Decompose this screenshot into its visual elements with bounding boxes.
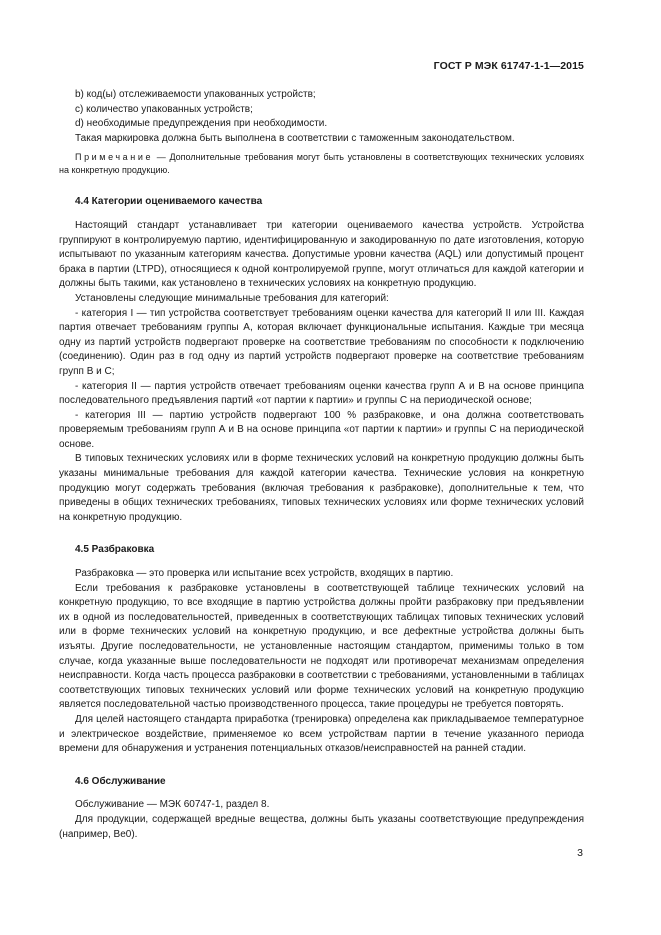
document-header: ГОСТ Р МЭК 61747-1-1—2015	[433, 60, 584, 72]
page-number: 3	[577, 847, 583, 859]
note	[59, 151, 584, 177]
note-dash: —	[153, 152, 170, 163]
section-heading-4-6: 4.6 Обслуживание	[75, 775, 166, 787]
paragraph: В типовых технических условиях или в форме технических условий на конкретную продукцию должны быть указаны минимальные требования для каждой категории качества. Технические условия на конкретную продукцию могут содержать требования (включая требования к разбраковке), дополнительные к тем, что приведены в общих технических требованиях, типовых технических условиях или форме технических условий на конкретную продукцию.	[59, 453, 584, 523]
paragraph: Если требования к разбраковке установлены в соответствующей таблице технических условий на конкретную продукцию, то все входящие в партию устройства должны пройти разбраковку при предъявлении их в одной из последовательностей, приведенных в соответствующих таблицах типовых технических условий или в форме технических условий на конкретную продукцию, и все дефектные устройства должны быть изъяты. Другие последовательности, не установленные настоящим стандартом, применимы только в том случае, когда указанные выше последовательности не подходят или противоречат механизмам определения неисправности. Когда часть процесса разбраковки в соответствии с требованиями, установленными в таблицах соответствующих типовых технических условий или форме технических условий на конкретную продукцию является последовательной частью производственного процесса, такие процедуры не требуется повторять.	[59, 582, 584, 711]
paragraph: Разбраковка — это проверка или испытание всех устройств, входящих в партию.	[75, 568, 454, 580]
category-item: - категория II — партия устройств отвечает требованиям оценки качества групп А и В на основе принципа последовательного предъявления партий «от партии к партии» и группы С на периодической основе;	[59, 380, 584, 407]
list-item: b) код(ы) отслеживаемости упакованных устройств;	[75, 89, 316, 100]
section-heading-4-4: 4.4 Категории оцениваемого качества	[75, 196, 263, 208]
section-heading-4-5: 4.5 Разбраковка	[75, 544, 155, 556]
list-item: d) необходимые предупреждения при необходимости.	[75, 118, 328, 130]
paragraph: Настоящий стандарт устанавливает три категории оцениваемого качества устройств. Устройства группируют в контролируемую партию, идентифицированную и закодированную по дате изготовления, которую испытывают по указанным категориям качества. Допустимые уровни качества (AQL) или допустимый процент брака в партии (LTPD), относящиеся к одной контролируемой группе, могут отличаться для каждой категории и должны быть такими, как установлено в технических условиях на конкретную продукцию.	[59, 219, 584, 290]
paragraph: Для продукции, содержащей вредные вещества, должны быть указаны соответствующие предупреждения (например, Ве0).	[59, 813, 584, 840]
note-text: Дополнительные требования могут быть установлены в соответствующих технических условиях на конкретную продукцию.	[59, 152, 584, 176]
category-item: - категория I — тип устройства соответствует требованиям оценки качества для категорий II или III. Каждая партия отвечает требованиям группы А, которая включает функциональные испытания. Каждые три месяца одну из партий устройств подвергают проверке на соответствие требованиям по способности к подключению (соединению). Один раз в год одну из партий устройств подвергают проверке на соответствие требованиям групп В и С;	[59, 307, 584, 377]
category-item: - категория III — партию устройств подвергают 100 % разбраковке, и она должна соответствовать проверяемым требованиям групп А и В на основе принципа «от партии к партии» и группы С на периодической основе.	[59, 409, 584, 450]
paragraph: Установлены следующие минимальные требования для категорий:	[75, 292, 389, 304]
paragraph: Для целей настоящего стандарта приработка (тренировка) определена как прикладываемое температурное и электрическое воздействие, применяемое ко всем устройствам партии в течение указанного периода времени для обнаружения и устранения потенциальных отказов/неисправностей на ранней стадии.	[59, 713, 584, 755]
paragraph: Такая маркировка должна быть выполнена в соответствии с таможенным законодательством.	[75, 132, 515, 144]
list-item: c) количество упакованных устройств;	[75, 103, 253, 115]
paragraph: Обслуживание — МЭК 60747-1, раздел 8.	[75, 799, 270, 811]
note-label: Примечание	[75, 152, 154, 163]
page-content	[59, 88, 584, 842]
